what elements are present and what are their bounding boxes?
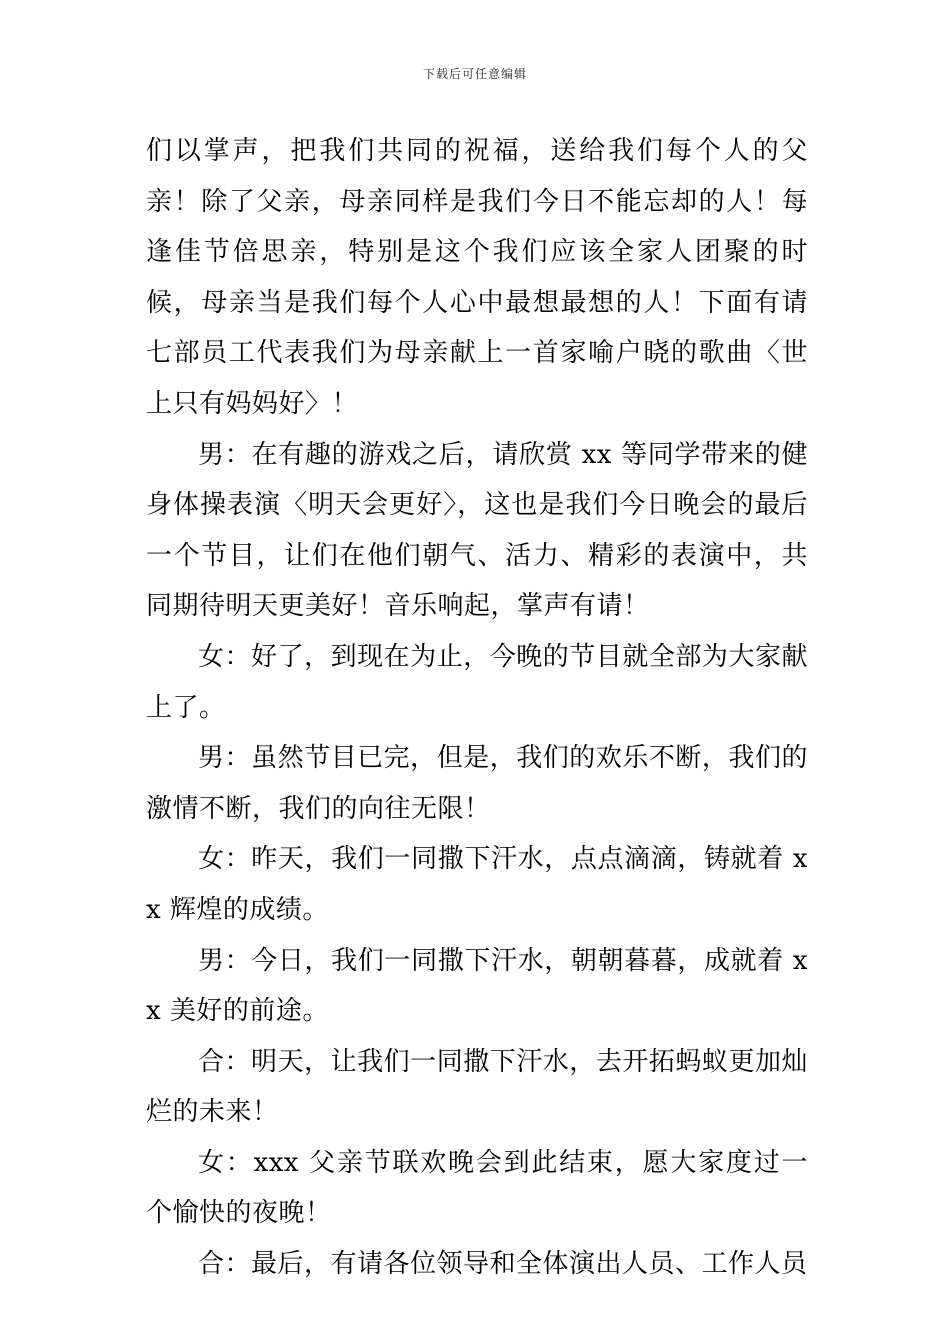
paragraph: 女：xxx 父亲节联欢晚会到此结束，愿大家度过一个愉快的夜晚！	[146, 1147, 808, 1229]
paragraph: 女：昨天，我们一同撒下汗水，点点滴滴，铸就着 xx 辉煌的成绩。	[146, 844, 808, 925]
paragraph: 男：今日，我们一同撒下汗水，朝朝暮暮，成就着 xx 美好的前途。	[146, 945, 808, 1027]
paragraph: 男：虽然节目已完，但是，我们的欢乐不断，我们的激情不断，我们的向往无限！	[146, 743, 808, 824]
paragraph: 男：在有趣的游戏之后，请欣赏 xx 等同学带来的健身体操表演〈明天会更好〉，这也是我们今日晚会的最后一个节目，让们在他们朝气、活力、精彩的表演中，共同期待明天更美好！音乐响起，掌声有请！	[146, 439, 808, 622]
document-body	[146, 126, 808, 1290]
paragraph: 合：明天，让我们一同撒下汗水，去开拓蚂蚁更加灿烂的未来！	[146, 1046, 808, 1128]
paragraph: 女：好了，到现在为止，今晚的节目就全部为大家献上了。	[146, 641, 808, 723]
page-header: 下载后可任意编辑	[422, 67, 527, 81]
paragraph: 合：最后，有请各位领导和全体演出人员、工作人员	[198, 1249, 808, 1280]
paragraph: 们以掌声，把我们共同的祝福，送给我们每个人的父亲！除了父亲，母亲同样是我们今日不能忘却的人！每逢佳节倍思亲，特别是这个我们应该全家人团聚的时候，母亲当是我们每个人心中最想最想的人！下面有请七部员工代表我们为母亲献上一首家喻户晓的歌曲〈世上只有妈妈好〉！	[146, 136, 808, 419]
